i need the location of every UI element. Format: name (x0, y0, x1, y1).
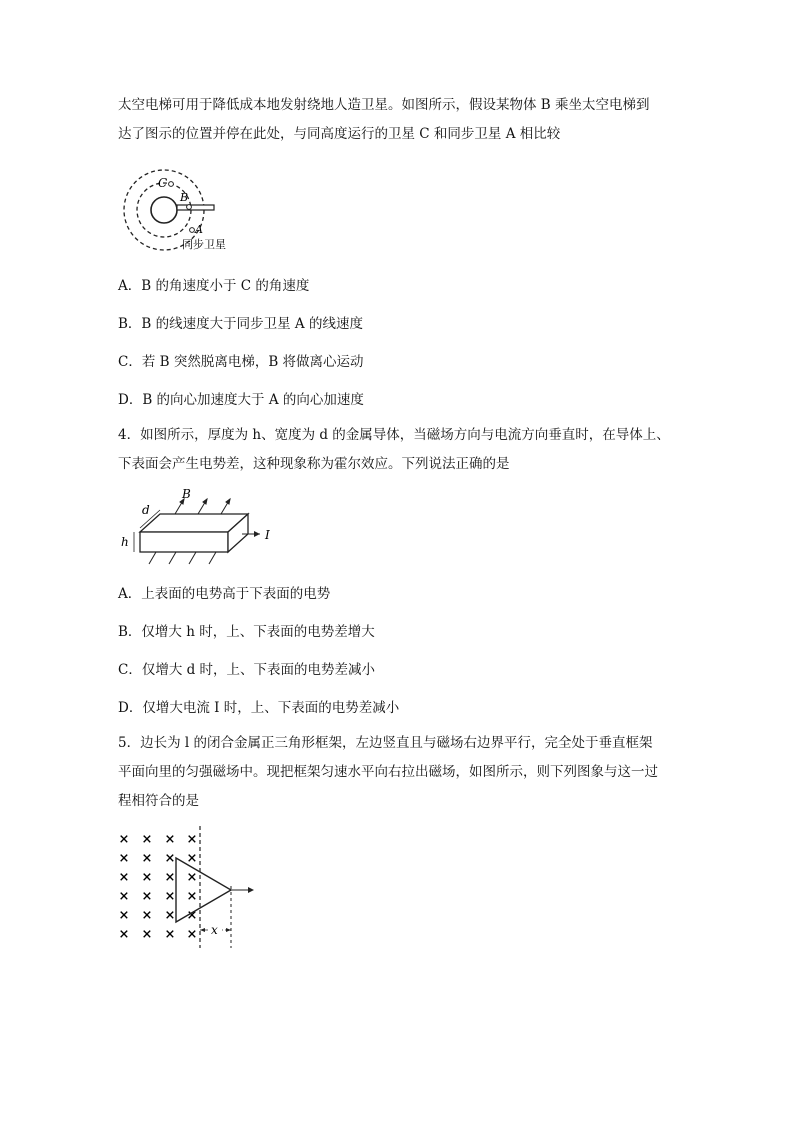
field-cross: × (186, 870, 198, 885)
label-a: A (195, 223, 203, 236)
q3-orbit-figure (118, 166, 248, 256)
field-cross: × (164, 851, 176, 866)
satellite-a (190, 228, 195, 233)
field-cross: × (186, 908, 198, 923)
space-elevator (177, 205, 214, 210)
q3-option-b: B．B 的线速度大于同步卫星 A 的线速度 (118, 316, 363, 332)
field-cross: × (186, 889, 198, 904)
label-sync-satellite: 同步卫星 (182, 238, 226, 251)
field-cross: × (141, 908, 153, 923)
label-x: x (211, 923, 218, 937)
x-arrow-left (200, 928, 205, 932)
q5-magnetic-field-figure (114, 824, 264, 952)
label-i: I (265, 528, 270, 542)
field-cross: × (118, 889, 130, 904)
field-cross: × (164, 927, 176, 942)
label-c: C (158, 176, 168, 190)
label-b: B (180, 191, 189, 204)
q5-stem-line2: 平面向里的匀强磁场中。现把框架匀速水平向右拉出磁场，如图所示，则下列图象与这一过 (118, 764, 658, 780)
field-cross: × (164, 832, 176, 847)
q3-stem-line1: 太空电梯可用于降低成本地发射绕地人造卫星。如图所示，假设某物体 B 乘坐太空电梯到 (118, 97, 650, 113)
field-cross: × (118, 927, 130, 942)
label-b: B (182, 487, 191, 501)
q4-hall-effect-figure (118, 484, 288, 568)
object-b (187, 205, 192, 210)
field-cross: × (141, 870, 153, 885)
label-d: d (142, 503, 150, 517)
q4-option-a: A．上表面的电势高于下表面的电势 (118, 586, 331, 602)
current-arrowhead (254, 531, 260, 537)
b-field-lines-top (175, 499, 230, 514)
q3-option-c: C．若 B 突然脱离电梯，B 将做离心运动 (118, 354, 364, 370)
q3-stem-line2: 达了图示的位置并停在此处，与同高度运行的卫星 C 和同步卫星 A 相比较 (118, 126, 561, 142)
field-cross: × (141, 889, 153, 904)
q4-stem-line2: 下表面会产生电势差，这种现象称为霍尔效应。下列说法正确的是 (118, 456, 510, 472)
q5-stem-line1: 5．边长为 l 的闭合金属正三角形框架，左边竖直且与磁场右边界平行，完全处于垂直框架 (118, 735, 653, 751)
q3-option-a: A．B 的角速度小于 C 的角速度 (118, 278, 310, 294)
field-cross: × (118, 851, 130, 866)
field-cross: × (118, 908, 130, 923)
satellite-c (169, 182, 174, 187)
q4-option-d: D．仅增大电流 I 时，上、下表面的电势差减小 (118, 700, 400, 716)
label-h: h (121, 535, 129, 549)
field-cross: × (141, 851, 153, 866)
x-arrow-right (226, 928, 231, 932)
conductor-front (140, 532, 228, 552)
field-cross: × (164, 908, 176, 923)
earth (151, 197, 177, 223)
field-cross: × (141, 927, 153, 942)
q4-option-b: B．仅增大 h 时，上、下表面的电势差增大 (118, 624, 375, 640)
b-field-lines-bottom (149, 552, 216, 564)
pull-arrowhead (248, 887, 254, 893)
q4-option-c: C．仅增大 d 时，上、下表面的电势差减小 (118, 662, 376, 678)
field-cross: × (118, 832, 130, 847)
field-cross: × (118, 870, 130, 885)
magnetic-field-crosses (119, 832, 198, 942)
field-cross: × (186, 851, 198, 866)
q5-stem-line3: 程相符合的是 (118, 793, 199, 809)
q4-stem-line1: 4．如图所示，厚度为 h、宽度为 d 的金属导体，当磁场方向与电流方向垂直时，在导体上、 (118, 427, 670, 443)
field-cross: × (164, 889, 176, 904)
q3-option-d: D．B 的向心加速度大于 A 的向心加速度 (118, 392, 364, 408)
field-cross: × (186, 832, 198, 847)
field-cross: × (164, 870, 176, 885)
triangle-frame (176, 858, 231, 922)
field-cross: × (141, 832, 153, 847)
field-cross: × (186, 927, 198, 942)
